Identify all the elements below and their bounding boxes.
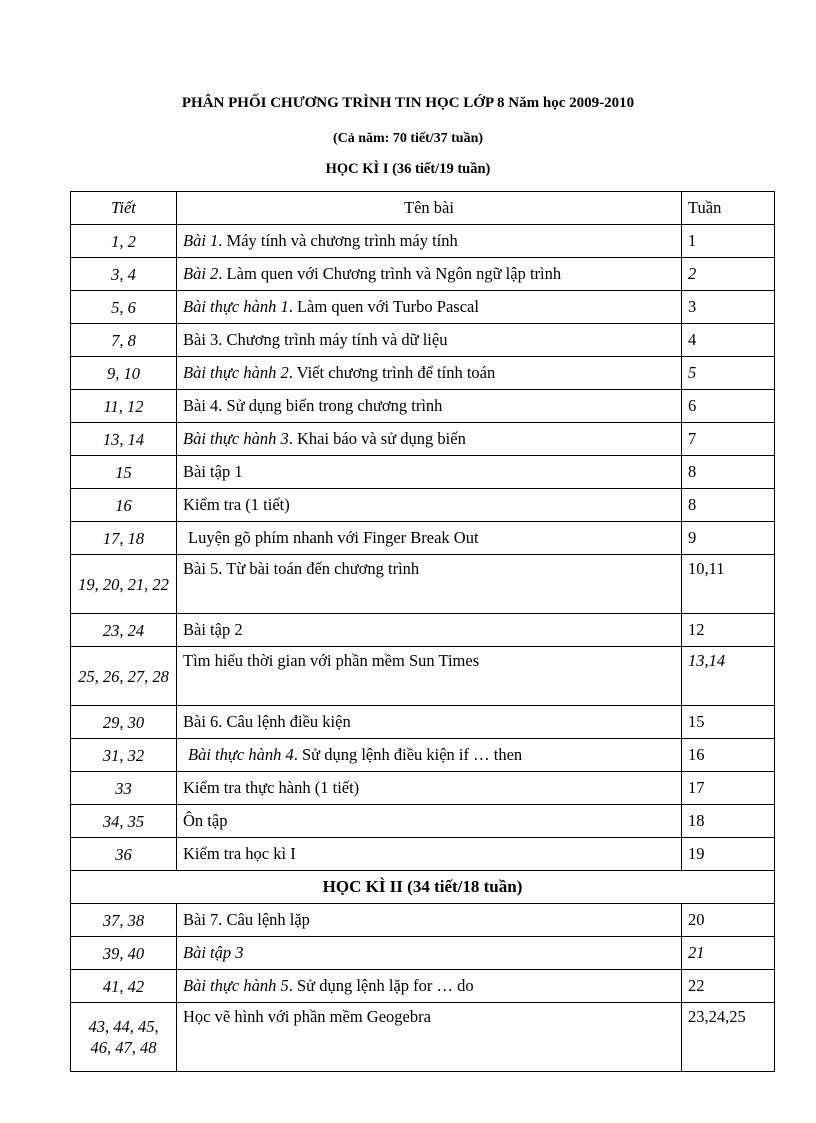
table-row [71, 390, 775, 423]
lesson-title: Ôn tập [183, 811, 228, 830]
lesson-prefix: Bài 2 [183, 264, 219, 283]
header-tuan: Tuần [682, 192, 775, 225]
lesson-title: Kiểm tra (1 tiết) [183, 495, 290, 514]
lesson-title: Bài 5. Từ bài toán đến chương trình [183, 559, 420, 578]
table-row [71, 937, 775, 970]
cell-tuan: 12 [682, 614, 775, 647]
lesson-title: Tìm hiểu thời gian với phần mềm Sun Times [183, 651, 480, 670]
cell-tiet: 5, 6 [71, 291, 177, 324]
cell-ten-bai [177, 258, 682, 291]
lesson-title: Kiểm tra học kì I [183, 844, 296, 863]
table-row [71, 838, 775, 871]
header-ten-bai: Tên bài [177, 192, 682, 225]
curriculum-table [70, 191, 775, 1072]
cell-tuan: 1 [682, 225, 775, 258]
cell-tuan: 18 [682, 805, 775, 838]
cell-tiet: 36 [71, 838, 177, 871]
cell-tuan: 16 [682, 739, 775, 772]
lesson-prefix: Bài thực hành 4 [188, 745, 294, 764]
cell-tuan: 19 [682, 838, 775, 871]
cell-tuan: 4 [682, 324, 775, 357]
table-row [71, 423, 775, 456]
cell-tuan: 3 [682, 291, 775, 324]
cell-tuan: 9 [682, 522, 775, 555]
cell-tiet: 41, 42 [71, 970, 177, 1003]
lesson-prefix: Bài thực hành 1 [183, 297, 289, 316]
cell-tuan: 8 [682, 456, 775, 489]
cell-tuan: 15 [682, 706, 775, 739]
table-row [71, 614, 775, 647]
table-row [71, 258, 775, 291]
cell-tiet: 23, 24 [71, 614, 177, 647]
cell-ten-bai [177, 390, 682, 423]
lesson-prefix: Bài thực hành 5 [183, 976, 289, 995]
cell-ten-bai [177, 739, 682, 772]
cell-tuan: 5 [682, 357, 775, 390]
cell-ten-bai [177, 904, 682, 937]
cell-tuan: 6 [682, 390, 775, 423]
lesson-title: Luyện gõ phím nhanh với Finger Break Out [188, 528, 479, 547]
cell-ten-bai [177, 647, 682, 706]
table-row [71, 772, 775, 805]
table-header-row [71, 192, 775, 225]
cell-ten-bai [177, 357, 682, 390]
lesson-title: . Sử dụng lệnh lặp for … do [288, 976, 474, 995]
cell-tiet: 11, 12 [71, 390, 177, 423]
lesson-title: . Viết chương trình để tính toán [288, 363, 496, 382]
cell-ten-bai [177, 555, 682, 614]
cell-ten-bai [177, 970, 682, 1003]
cell-tiet: 7, 8 [71, 324, 177, 357]
cell-ten-bai [177, 225, 682, 258]
table-row [71, 970, 775, 1003]
cell-tuan: 22 [682, 970, 775, 1003]
lesson-prefix: Bài 1 [183, 231, 219, 250]
lesson-prefix: Bài tập 3 [183, 943, 244, 962]
cell-ten-bai [177, 324, 682, 357]
cell-ten-bai [177, 838, 682, 871]
lesson-title: Bài tập 1 [183, 462, 243, 481]
table-row [71, 805, 775, 838]
cell-ten-bai [177, 772, 682, 805]
table-row [71, 1003, 775, 1072]
lesson-title: . Làm quen với Chương trình và Ngôn ngữ lập trình [218, 264, 562, 283]
lesson-title: Bài tập 2 [183, 620, 243, 639]
cell-ten-bai [177, 805, 682, 838]
cell-tiet: 9, 10 [71, 357, 177, 390]
cell-tiet: 39, 40 [71, 937, 177, 970]
cell-tuan: 7 [682, 423, 775, 456]
lesson-title: . Sử dụng lệnh điều kiện if … then [293, 745, 523, 764]
cell-tiet: 43, 44, 45, 46, 47, 48 [71, 1003, 177, 1072]
cell-tiet: 13, 14 [71, 423, 177, 456]
table-row [71, 904, 775, 937]
cell-tiet: 25, 26, 27, 28 [71, 647, 177, 706]
table-row [71, 522, 775, 555]
cell-ten-bai [177, 291, 682, 324]
table-row [71, 456, 775, 489]
semester-2-row [71, 871, 775, 904]
table-row [71, 291, 775, 324]
lesson-title: Bài 7. Câu lệnh lặp [183, 910, 310, 929]
cell-tiet: 31, 32 [71, 739, 177, 772]
lesson-title: Bài 3. Chương trình máy tính và dữ liệu [183, 330, 448, 349]
cell-tuan: 13,14 [682, 647, 775, 706]
table-row [71, 324, 775, 357]
cell-tiet: 29, 30 [71, 706, 177, 739]
cell-tuan: 10,11 [682, 555, 775, 614]
cell-ten-bai [177, 614, 682, 647]
cell-tiet: 34, 35 [71, 805, 177, 838]
cell-tiet: 1, 2 [71, 225, 177, 258]
cell-tuan: 20 [682, 904, 775, 937]
table-row [71, 225, 775, 258]
lesson-title: . Máy tính và chương trình máy tính [218, 231, 458, 250]
cell-tuan: 2 [682, 258, 775, 291]
cell-ten-bai [177, 456, 682, 489]
semester-1-heading: HỌC KÌ I (36 tiết/19 tuần) [325, 161, 491, 177]
cell-ten-bai [177, 937, 682, 970]
cell-ten-bai [177, 522, 682, 555]
lesson-title: . Làm quen với Turbo Pascal [288, 297, 479, 316]
lesson-title: Học vẽ hình với phần mềm Geogebra [183, 1007, 431, 1026]
cell-ten-bai [177, 1003, 682, 1072]
cell-tiet: 16 [71, 489, 177, 522]
table-row [71, 489, 775, 522]
cell-tiet: 17, 18 [71, 522, 177, 555]
cell-tuan: 17 [682, 772, 775, 805]
cell-tiet: 19, 20, 21, 22 [71, 555, 177, 614]
semester-2-heading: HỌC KÌ II (34 tiết/18 tuần) [71, 871, 775, 904]
lesson-title: Bài 6. Câu lệnh điều kiện [183, 712, 351, 731]
cell-ten-bai [177, 423, 682, 456]
lesson-prefix: Bài thực hành 2 [183, 363, 289, 382]
lesson-title: . Khai báo và sử dụng biến [288, 429, 466, 448]
cell-tiet: 15 [71, 456, 177, 489]
cell-tiet: 37, 38 [71, 904, 177, 937]
cell-tuan: 21 [682, 937, 775, 970]
lesson-title: Bài 4. Sử dụng biến trong chương trình [183, 396, 443, 415]
lesson-title: Kiểm tra thực hành (1 tiết) [183, 778, 360, 797]
cell-ten-bai [177, 489, 682, 522]
lesson-prefix: Bài thực hành 3 [183, 429, 289, 448]
table-body [71, 225, 775, 1072]
cell-tiet: 33 [71, 772, 177, 805]
table-row [71, 739, 775, 772]
cell-tuan: 23,24,25 [682, 1003, 775, 1072]
table-row [71, 647, 775, 706]
table-row [71, 555, 775, 614]
year-summary: (Cả năm: 70 tiết/37 tuần) [332, 131, 484, 146]
cell-tiet: 3, 4 [71, 258, 177, 291]
header-tiet: Tiết [71, 192, 177, 225]
cell-ten-bai [177, 706, 682, 739]
cell-tuan: 8 [682, 489, 775, 522]
page-title: PHÂN PHỐI CHƯƠNG TRÌNH TIN HỌC LỚP 8 Năm học 2009-2010 [181, 95, 635, 111]
table-row [71, 706, 775, 739]
table-row [71, 357, 775, 390]
